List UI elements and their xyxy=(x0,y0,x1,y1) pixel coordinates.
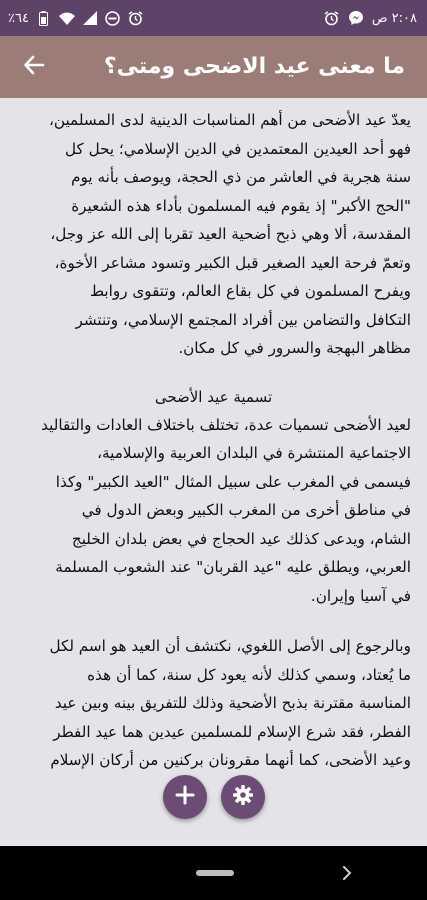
settings-button[interactable] xyxy=(221,775,265,819)
status-icons-right xyxy=(324,0,417,36)
status-icons-left xyxy=(8,0,144,36)
wifi-icon xyxy=(59,10,75,26)
text-line: ما يُعتاد، وسمي كذلك لأنه يعود كل سنة، كما أن هذه xyxy=(87,665,411,684)
page-title: ما معنى عيد الاضحى ومتى؟ xyxy=(103,54,405,79)
app-bar xyxy=(0,36,427,98)
arrow-back-icon xyxy=(23,54,45,80)
signal-icon xyxy=(82,10,98,26)
messenger-icon xyxy=(348,10,364,26)
origin-paragraph xyxy=(16,632,411,775)
add-button[interactable] xyxy=(163,775,207,819)
battery-icon xyxy=(36,10,52,26)
text-line: المقدسة، ألا وهي ذبح أضحية العيد تقربا إلى الله عز وجل، xyxy=(50,225,411,243)
text-line: وتعمّ فرحة العيد الصغير قبل الكبير وتسود مشاعر الأخوة، xyxy=(54,253,411,272)
do-not-disturb-icon xyxy=(105,10,121,26)
back-button[interactable] xyxy=(18,51,50,83)
text-line: سنة هجرية في العاشر من ذي الحجة، ويوصف بأنه يوم xyxy=(71,168,411,186)
text-line: الاجتماعية المنتشرة في البلدان العربية والإسلامية، xyxy=(97,444,411,462)
text-line: يعدّ عيد الأضحى من أهم المناسبات الدينية لدى المسلمين، xyxy=(49,111,411,129)
text-line: وعيد الأضحى، كما أنهما مقرونان بركنين من أركان الإسلام xyxy=(50,751,411,769)
intro-paragraph xyxy=(16,106,411,363)
plus-icon xyxy=(175,785,195,809)
naming-paragraph xyxy=(16,411,411,611)
home-gesture-pill[interactable] xyxy=(196,870,234,876)
article-content[interactable] xyxy=(16,106,411,844)
alarm-icon xyxy=(128,10,144,26)
text-line: العربي، ويطلق عليه "عيد القربان" عند الشعوب المسلمة xyxy=(55,558,411,576)
navigation-bar xyxy=(0,846,427,900)
alarm-icon xyxy=(324,10,340,26)
text-line: الفطر، فقد شرع الإسلام للمسلمين عيدين هما عيد الفطر xyxy=(53,722,411,741)
text-line: التكافل والتضامن بين أفراد المجتمع الإسلامي، وتنتشر xyxy=(75,310,411,329)
text-line: لعيد الأضحى تسميات عدة، تختلف باختلاف العادات والتقاليد xyxy=(41,415,411,434)
paragraph-spacer xyxy=(16,610,411,632)
text-line: فهو أحد العيدين المعتمدين في الدين الإسلامي؛ يحل كل xyxy=(65,139,411,158)
chevron-right-icon[interactable] xyxy=(338,864,356,882)
status-bar xyxy=(0,0,427,36)
text-line: في مناطق أخرى من المغرب الكبير وبعض الدول في xyxy=(81,501,411,519)
text-line: الشام، ويدعى كذلك عيد الحجاج في بعض بلدان الخليج xyxy=(71,529,411,548)
status-time: ٢:٠٨ ص xyxy=(371,10,417,26)
text-line: في آسيا وإيران. xyxy=(310,586,411,605)
text-line: "الحج الأكبر" إذ يقوم فيه المسلمون بأداء هذه الشعيرة xyxy=(71,196,411,215)
text-line: ويفرح المسلمون في كل بقاع العالم، وتتقوى روابط xyxy=(90,282,411,300)
text-line: المناسبة مقترنة بذبح الأضحية وذلك للتفريق بينه وبين عيد xyxy=(54,694,411,712)
section-heading: تسمية عيد الأضحى xyxy=(154,387,273,406)
gear-icon xyxy=(232,784,254,810)
text-line: مظاهر البهجة والسرور في كل مكان. xyxy=(178,339,411,357)
text-line: وبالرجوع إلى الأصل اللغوي، نكتشف أن العيد هو اسم لكل xyxy=(49,637,411,655)
text-line: فيسمى في المغرب على سبيل المثال "العيد الكبير" وكذا xyxy=(55,472,411,491)
battery-percent: ٪٦٤ xyxy=(8,10,29,26)
